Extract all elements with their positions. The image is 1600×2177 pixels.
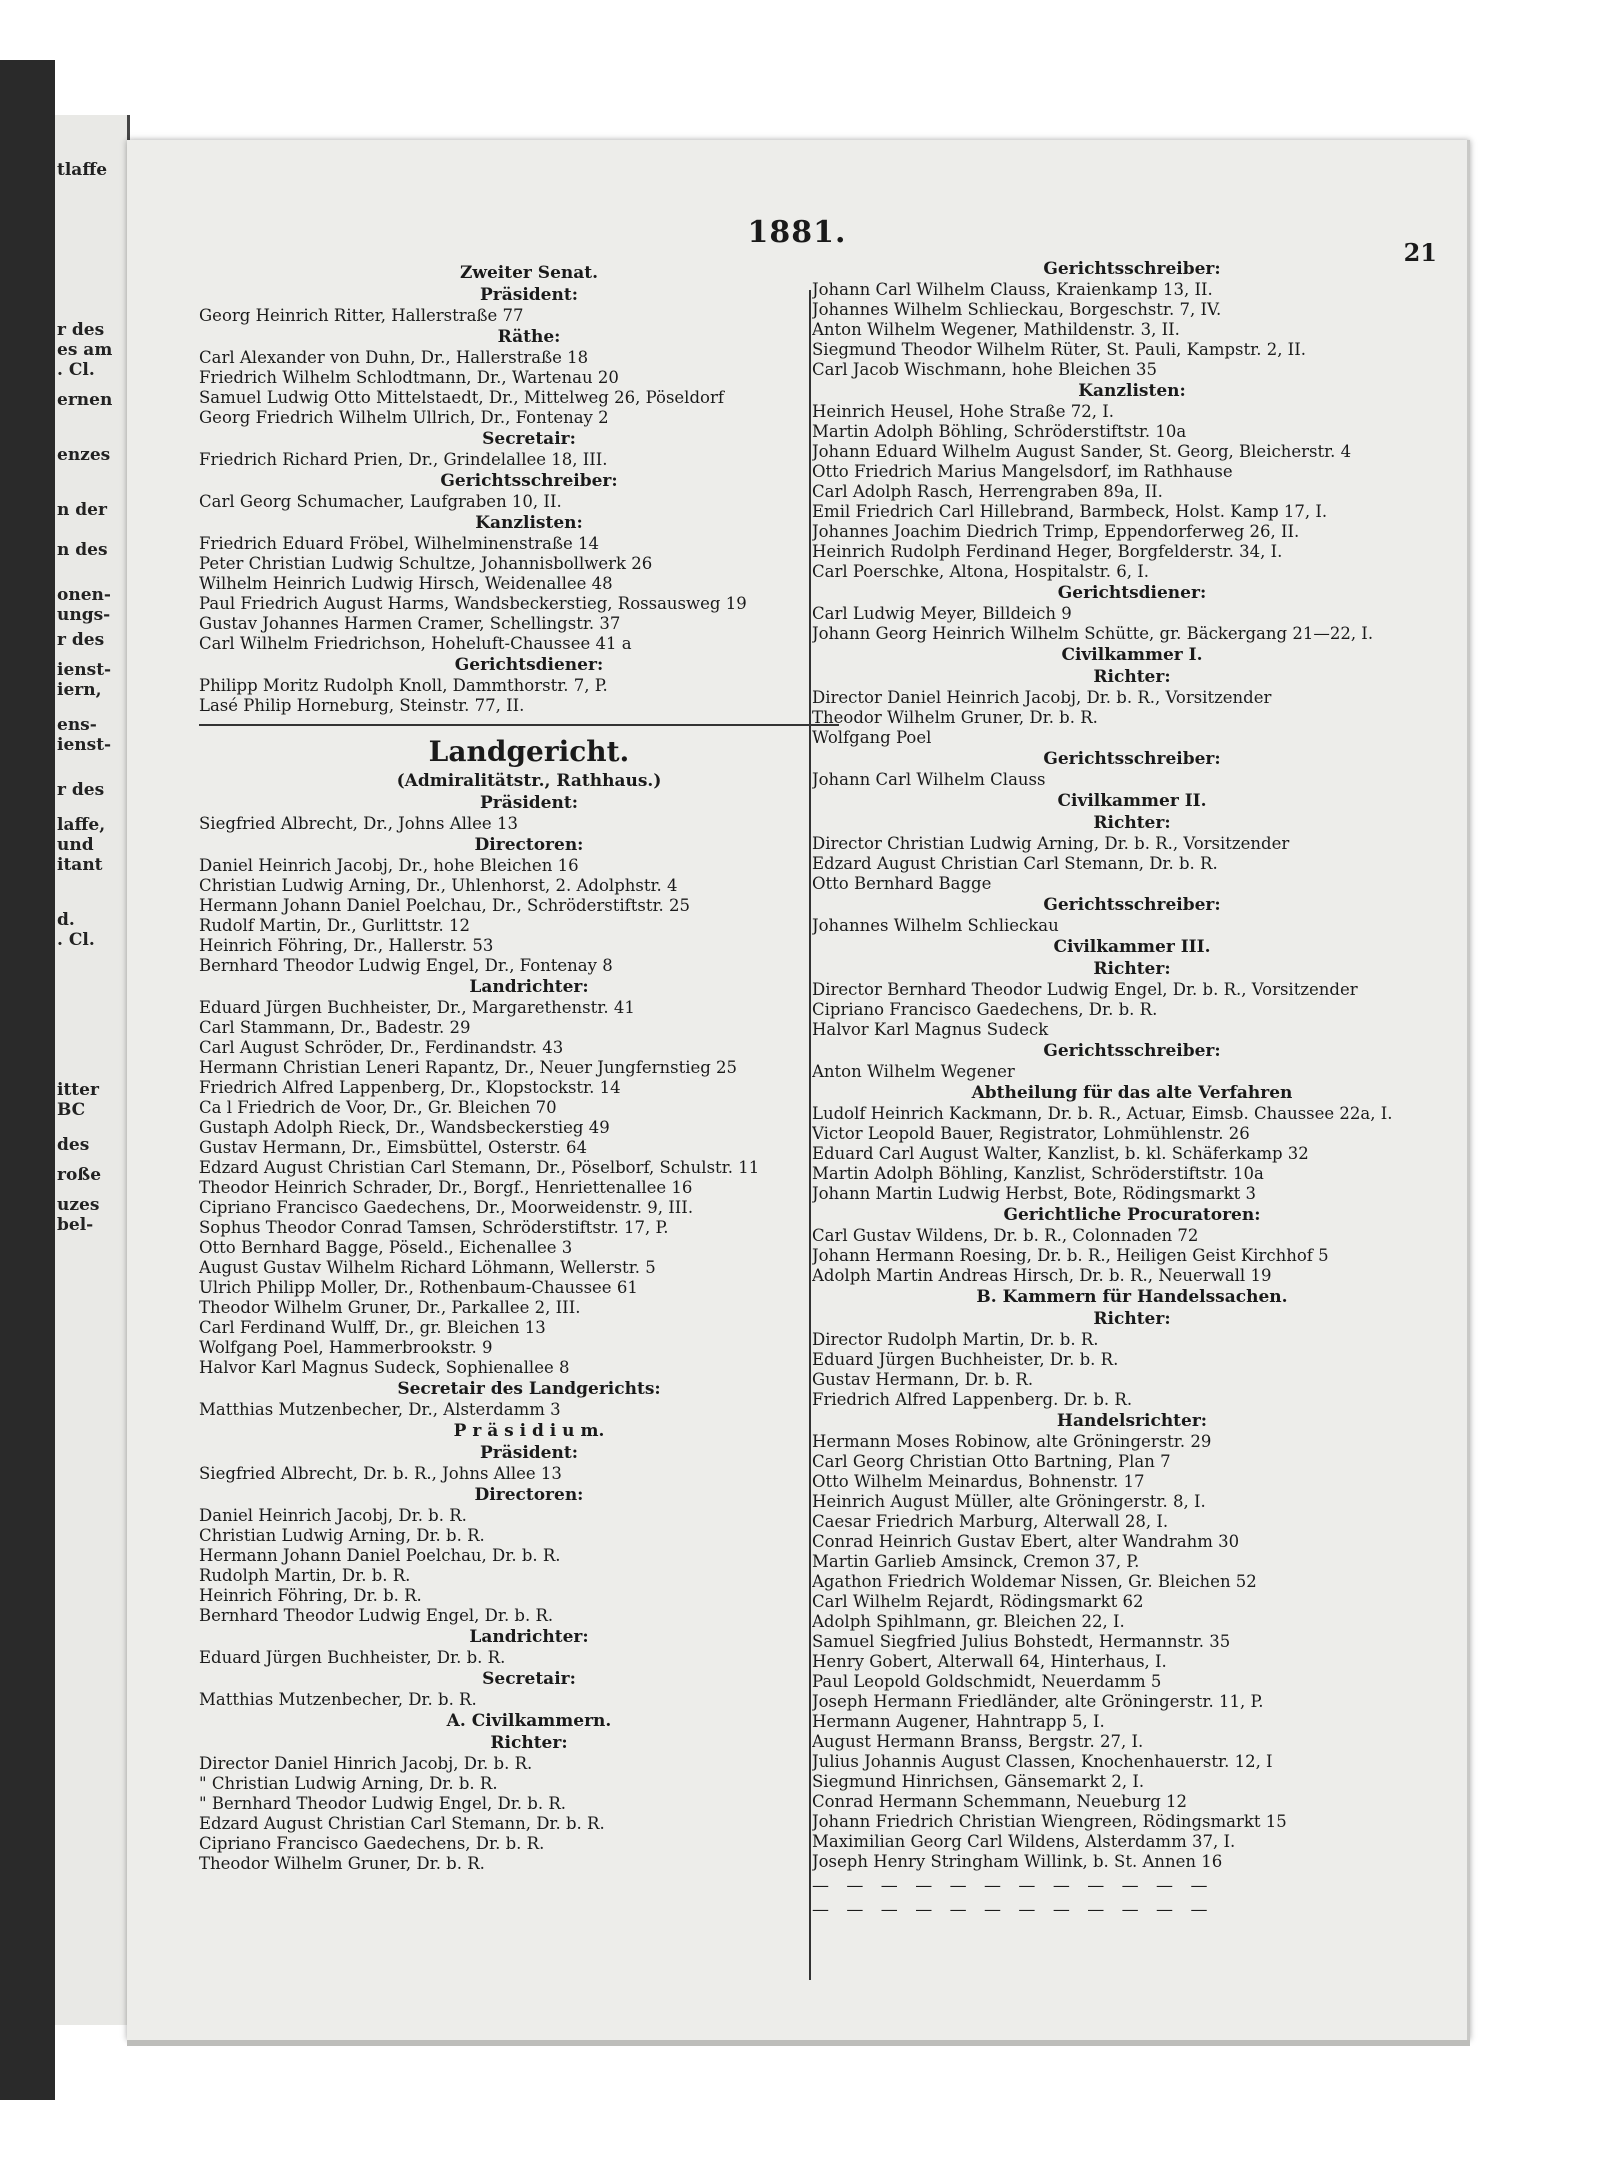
list-item: Peter Christian Ludwig Schultze, Johannisbollwerk 26 xyxy=(199,554,653,573)
list-item: " Bernhard Theodor Ludwig Engel, Dr. b. R. xyxy=(199,1794,566,1813)
left-page-text: des xyxy=(57,1135,90,1155)
list-item: Georg Heinrich Ritter, Hallerstraße 77 xyxy=(199,306,524,325)
list-item: Matthias Mutzenbecher, Dr., Alsterdamm 3 xyxy=(199,1400,561,1419)
section-rule xyxy=(199,724,839,726)
list-item: August Hermann Branss, Bergstr. 27, I. xyxy=(812,1732,1144,1751)
list-item: Ludolf Heinrich Kackmann, Dr. b. R., Actuar, Eimsb. Chaussee 22a, I. xyxy=(812,1104,1393,1123)
list-item: Conrad Heinrich Gustav Ebert, alter Wandrahm 30 xyxy=(812,1532,1240,1551)
page-year: 1881. xyxy=(747,215,847,250)
list-item: Hermann Johann Daniel Poelchau, Dr., Schröderstiftstr. 25 xyxy=(199,896,691,915)
section-heading: Gerichtsdiener: xyxy=(1057,583,1207,603)
list-item: Caesar Friedrich Marburg, Alterwall 28, I. xyxy=(812,1512,1169,1531)
list-item: Friedrich Alfred Lappenberg, Dr., Klopstockstr. 14 xyxy=(199,1078,621,1097)
list-item: Heinrich Föhring, Dr. b. R. xyxy=(199,1586,422,1605)
list-item: Johann Martin Ludwig Herbst, Bote, Rödingsmarkt 3 xyxy=(812,1184,1256,1203)
section-heading: Gerichtsschreiber: xyxy=(1043,895,1221,915)
section-heading: Richter: xyxy=(1093,813,1171,833)
list-item: Theodor Wilhelm Gruner, Dr. b. R. xyxy=(812,708,1098,727)
section-heading: Abtheilung für das alte Verfahren xyxy=(971,1083,1293,1103)
left-page-fragment xyxy=(55,115,130,2025)
page-edge-shadow xyxy=(127,2040,1470,2046)
list-item: Carl Stammann, Dr., Badestr. 29 xyxy=(199,1018,471,1037)
list-item: Director Daniel Heinrich Jacobj, Dr. b. R., Vorsitzender xyxy=(812,688,1272,707)
section-heading: Präsident: xyxy=(480,1443,578,1463)
list-item: Johann Friedrich Christian Wiengreen, Rödingsmarkt 15 xyxy=(812,1812,1287,1831)
list-item: Cipriano Francisco Gaedechens, Dr. b. R. xyxy=(199,1834,545,1853)
list-item: Daniel Heinrich Jacobj, Dr. b. R. xyxy=(199,1506,467,1525)
list-item: Philipp Moritz Rudolph Knoll, Dammthorstr. 7, P. xyxy=(199,676,608,695)
list-item: Bernhard Theodor Ludwig Engel, Dr., Fontenay 8 xyxy=(199,956,613,975)
section-heading: Civilkammer II. xyxy=(1057,791,1207,811)
section-heading: Gerichtsdiener: xyxy=(454,655,604,675)
section-heading: Richter: xyxy=(1093,667,1171,687)
right-column xyxy=(812,258,1452,1920)
list-item: Theodor Heinrich Schrader, Dr., Borgf., Henriettenallee 16 xyxy=(199,1178,693,1197)
list-item: Christian Ludwig Arning, Dr. b. R. xyxy=(199,1526,485,1545)
list-item: Otto Wilhelm Meinardus, Bohnenstr. 17 xyxy=(812,1472,1145,1491)
list-item: Bernhard Theodor Ludwig Engel, Dr. b. R. xyxy=(199,1606,554,1625)
list-item: Carl Adolph Rasch, Herrengraben 89a, II. xyxy=(812,482,1163,501)
section-heading: Kanzlisten: xyxy=(1078,381,1186,401)
list-item: Carl Gustav Wildens, Dr. b. R., Colonnaden 72 xyxy=(812,1226,1199,1245)
list-item: Edzard August Christian Carl Stemann, Dr., Pöselborf, Schulstr. 11 xyxy=(199,1158,760,1177)
left-page-text: onen- xyxy=(57,585,111,605)
list-item: Wolfgang Poel xyxy=(812,728,932,747)
list-item: Martin Adolph Böhling, Schröderstiftstr. 10a xyxy=(812,422,1187,441)
list-item: Director Daniel Hinrich Jacobj, Dr. b. R. xyxy=(199,1754,533,1773)
section-heading: A. Civilkammern. xyxy=(446,1711,612,1731)
left-column xyxy=(199,262,859,1874)
list-item: Gustav Johannes Harmen Cramer, Schellingstr. 37 xyxy=(199,614,621,633)
column-divider xyxy=(809,290,811,1980)
list-item: Hermann Moses Robinow, alte Gröningerstr. 29 xyxy=(812,1432,1212,1451)
list-item: Carl August Schröder, Dr., Ferdinandstr. 43 xyxy=(199,1038,564,1057)
list-item: Edzard August Christian Carl Stemann, Dr. b. R. xyxy=(812,854,1218,873)
list-item: Paul Friedrich August Harms, Wandsbeckerstieg, Rossausweg 19 xyxy=(199,594,747,613)
list-item: Joseph Hermann Friedländer, alte Gröningerstr. 11, P. xyxy=(812,1692,1264,1711)
list-item: Paul Leopold Goldschmidt, Neuerdamm 5 xyxy=(812,1672,1162,1691)
list-item: Maximilian Georg Carl Wildens, Alsterdamm 37, I. xyxy=(812,1832,1236,1851)
list-item: Martin Garlieb Amsinck, Cremon 37, P. xyxy=(812,1552,1140,1571)
left-page-text: . Cl. xyxy=(57,360,95,380)
section-heading: Präsident: xyxy=(480,285,578,305)
list-item: Samuel Siegfried Julius Bohstedt, Hermannstr. 35 xyxy=(812,1632,1231,1651)
section-heading: Zweiter Senat. xyxy=(459,263,599,283)
left-page-text: tlaffe xyxy=(57,160,108,180)
left-page-text: BC xyxy=(57,1100,86,1120)
list-item: Halvor Karl Magnus Sudeck, Sophienallee 8 xyxy=(199,1358,570,1377)
list-item: Heinrich Heusel, Hohe Straße 72, I. xyxy=(812,402,1115,421)
list-item: Johann Eduard Wilhelm August Sander, St. Georg, Bleicherstr. 4 xyxy=(812,442,1352,461)
list-item: Cipriano Francisco Gaedechens, Dr., Moorweidenstr. 9, III. xyxy=(199,1198,694,1217)
list-item: Hermann Augener, Hahntrapp 5, I. xyxy=(812,1712,1105,1731)
list-item: Carl Wilhelm Rejardt, Rödingsmarkt 62 xyxy=(812,1592,1144,1611)
list-item: Cipriano Francisco Gaedechens, Dr. b. R. xyxy=(812,1000,1158,1019)
list-item: Henry Gobert, Alterwall 64, Hinterhaus, I. xyxy=(812,1652,1167,1671)
section-heading: Gerichtsschreiber: xyxy=(1043,259,1221,279)
list-item: Georg Friedrich Wilhelm Ullrich, Dr., Fontenay 2 xyxy=(199,408,609,427)
list-item: Joseph Henry Stringham Willink, b. St. Annen 16 xyxy=(812,1852,1223,1871)
list-item: Johannes Wilhelm Schlieckau xyxy=(812,916,1059,935)
left-page-text: itant xyxy=(57,855,103,875)
list-item: Adolph Spihlmann, gr. Bleichen 22, I. xyxy=(812,1612,1125,1631)
page-number: 21 xyxy=(1403,238,1437,267)
list-item: Edzard August Christian Carl Stemann, Dr. b. R. xyxy=(199,1814,605,1833)
list-item: Samuel Ludwig Otto Mittelstaedt, Dr., Mittelweg 26, Pöseldorf xyxy=(199,388,724,407)
left-page-text: und xyxy=(57,835,94,855)
section-heading: Gerichtsschreiber: xyxy=(1043,749,1221,769)
list-item: Daniel Heinrich Jacobj, Dr., hohe Bleichen 16 xyxy=(199,856,579,875)
left-page-text: ienst- xyxy=(57,735,112,755)
section-heading: Secretair des Landgerichts: xyxy=(397,1379,661,1399)
section-heading: Landrichter: xyxy=(469,1627,589,1647)
list-item: Johannes Wilhelm Schlieckau, Borgeschstr. 7, IV. xyxy=(812,300,1222,319)
list-item: Carl Georg Christian Otto Bartning, Plan 7 xyxy=(812,1452,1171,1471)
left-page-text: ens- xyxy=(57,715,97,735)
left-page-text: bel- xyxy=(57,1215,94,1235)
section-heading: Directoren: xyxy=(474,1485,584,1505)
list-item: Halvor Karl Magnus Sudeck xyxy=(812,1020,1049,1039)
list-item: Johann Carl Wilhelm Clauss xyxy=(812,770,1046,789)
section-heading: Gerichtsschreiber: xyxy=(1043,1041,1221,1061)
section-heading: Gerichtliche Procuratoren: xyxy=(1003,1205,1261,1225)
section-heading: Präsident: xyxy=(480,793,578,813)
list-item: Martin Adolph Böhling, Kanzlist, Schröderstiftstr. 10a xyxy=(812,1164,1264,1183)
list-item: Director Christian Ludwig Arning, Dr. b. R., Vorsitzender xyxy=(812,834,1290,853)
left-page-text: . Cl. xyxy=(57,930,95,950)
list-item: Carl Georg Schumacher, Laufgraben 10, II. xyxy=(199,492,562,511)
list-item: Siegfried Albrecht, Dr. b. R., Johns Allee 13 xyxy=(199,1464,562,1483)
left-page-text: es am xyxy=(57,340,113,360)
list-item: Wolfgang Poel, Hammerbrookstr. 9 xyxy=(199,1338,493,1357)
list-item: Conrad Hermann Schemmann, Neueburg 12 xyxy=(812,1792,1188,1811)
section-heading: Civilkammer I. xyxy=(1061,645,1203,665)
list-item: Siegmund Hinrichsen, Gänsemarkt 2, I. xyxy=(812,1772,1145,1791)
list-item: Heinrich Rudolph Ferdinand Heger, Borgfelderstr. 34, I. xyxy=(812,542,1283,561)
list-item: Carl Jacob Wischmann, hohe Bleichen 35 xyxy=(812,360,1157,379)
list-item: Friedrich Eduard Fröbel, Wilhelminenstraße 14 xyxy=(199,534,600,553)
list-item: Anton Wilhelm Wegener, Mathildenstr. 3, II. xyxy=(812,320,1180,339)
left-page-text: n der xyxy=(57,500,107,520)
list-item: Heinrich August Müller, alte Gröningerstr. 8, I. xyxy=(812,1492,1206,1511)
left-page-text: r des xyxy=(57,320,105,340)
list-item: Julius Johannis August Classen, Knochenhauerstr. 12, I xyxy=(812,1752,1273,1771)
left-page-text: d. xyxy=(57,910,75,930)
list-item: Friedrich Alfred Lappenberg. Dr. b. R. xyxy=(812,1390,1133,1409)
list-item: Carl Alexander von Duhn, Dr., Hallerstraße 18 xyxy=(199,348,589,367)
section-heading: Secretair: xyxy=(482,1669,576,1689)
list-item: Lasé Philip Horneburg, Steinstr. 77, II. xyxy=(199,696,525,715)
list-item: Carl Ferdinand Wulff, Dr., gr. Bleichen 13 xyxy=(199,1318,546,1337)
list-item: Johannes Joachim Diedrich Trimp, Eppendorferweg 26, II. xyxy=(812,522,1300,541)
list-item: Director Bernhard Theodor Ludwig Engel, Dr. b. R., Vorsitzender xyxy=(812,980,1358,999)
left-page-text: n des xyxy=(57,540,108,560)
list-item: Johann Hermann Roesing, Dr. b. R., Heiligen Geist Kirchhof 5 xyxy=(812,1246,1329,1265)
left-page-text: ernen xyxy=(57,390,113,410)
list-item: Johann Carl Wilhelm Clauss, Kraienkamp 13, II. xyxy=(812,280,1213,299)
list-item: Eduard Jürgen Buchheister, Dr. b. R. xyxy=(812,1350,1119,1369)
left-page-text: r des xyxy=(57,630,105,650)
list-item: Adolph Martin Andreas Hirsch, Dr. b. R., Neuerwall 19 xyxy=(812,1266,1272,1285)
list-item: Carl Wilhelm Friedrichson, Hoheluft-Chaussee 41 a xyxy=(199,634,632,653)
list-item: Eduard Carl August Walter, Kanzlist, b. kl. Schäferkamp 32 xyxy=(812,1144,1309,1163)
section-heading: Handelsrichter: xyxy=(1056,1411,1208,1431)
left-page-text: uzes xyxy=(57,1195,100,1215)
list-item: Hermann Christian Leneri Rapantz, Dr., Neuer Jungfernstieg 25 xyxy=(199,1058,738,1077)
section-heading: Richter: xyxy=(1093,959,1171,979)
list-item: Emil Friedrich Carl Hillebrand, Barmbeck, Holst. Kamp 17, I. xyxy=(812,502,1328,521)
list-item: Director Rudolph Martin, Dr. b. R. xyxy=(812,1330,1099,1349)
list-item: Johann Georg Heinrich Wilhelm Schütte, gr. Bäckergang 21—22, I. xyxy=(812,624,1374,643)
dash-line: — — — — — — — — — — — — xyxy=(812,1876,1214,1896)
list-item: Siegmund Theodor Wilhelm Rüter, St. Pauli, Kampstr. 2, II. xyxy=(812,340,1306,359)
left-page-text: r des xyxy=(57,780,105,800)
list-item: Rudolf Martin, Dr., Gurlittstr. 12 xyxy=(199,916,471,935)
list-item: Victor Leopold Bauer, Registrator, Lohmühlenstr. 26 xyxy=(812,1124,1250,1143)
list-item: Agathon Friedrich Woldemar Nissen, Gr. Bleichen 52 xyxy=(812,1572,1257,1591)
list-item: Gustav Hermann, Dr., Eimsbüttel, Osterstr. 64 xyxy=(199,1138,587,1157)
binding-shadow xyxy=(0,60,55,2100)
section-heading: Richter: xyxy=(490,1733,568,1753)
list-item: Theodor Wilhelm Gruner, Dr. b. R. xyxy=(199,1854,485,1873)
section-heading: B. Kammern für Handelssachen. xyxy=(976,1287,1288,1307)
list-item: Theodor Wilhelm Gruner, Dr., Parkallee 2, III. xyxy=(199,1298,581,1317)
left-page-text: roße xyxy=(57,1165,102,1185)
section-heading: Secretair: xyxy=(482,429,576,449)
list-item: Gustaph Adolph Rieck, Dr., Wandsbeckerstieg 49 xyxy=(199,1118,610,1137)
list-item: Friedrich Wilhelm Schlodtmann, Dr., Wartenau 20 xyxy=(199,368,619,387)
list-item: Otto Friedrich Marius Mangelsdorf, im Rathhause xyxy=(812,462,1233,481)
left-page-text: itter xyxy=(57,1080,99,1100)
list-item: Rudolph Martin, Dr. b. R. xyxy=(199,1566,411,1585)
dash-line: — — — — — — — — — — — — xyxy=(812,1900,1214,1920)
list-item: Christian Ludwig Arning, Dr., Uhlenhorst, 2. Adolphstr. 4 xyxy=(199,876,678,895)
section-heading: Kanzlisten: xyxy=(475,513,583,533)
list-item: August Gustav Wilhelm Richard Löhmann, Wellerstr. 5 xyxy=(199,1258,656,1277)
left-page-text: laffe, xyxy=(57,815,106,835)
list-item: Ulrich Philipp Moller, Dr., Rothenbaum-Chaussee 61 xyxy=(199,1278,638,1297)
court-address: (Admiralitätstr., Rathhaus.) xyxy=(396,771,662,791)
list-item: Sophus Theodor Conrad Tamsen, Schröderstiftstr. 17, P. xyxy=(199,1218,669,1237)
left-page-text: enzes xyxy=(57,445,111,465)
document-page xyxy=(127,140,1470,2040)
list-item: Matthias Mutzenbecher, Dr. b. R. xyxy=(199,1690,477,1709)
section-heading: P r ä s i d i u m. xyxy=(453,1421,605,1441)
section-heading: Civilkammer III. xyxy=(1053,937,1211,957)
list-item: Eduard Jürgen Buchheister, Dr. b. R. xyxy=(199,1648,506,1667)
section-heading: Gerichtsschreiber: xyxy=(440,471,618,491)
section-heading: Räthe: xyxy=(497,327,561,347)
list-item: Hermann Johann Daniel Poelchau, Dr. b. R. xyxy=(199,1546,561,1565)
list-item: Wilhelm Heinrich Ludwig Hirsch, Weidenallee 48 xyxy=(199,574,613,593)
list-item: Carl Ludwig Meyer, Billdeich 9 xyxy=(812,604,1072,623)
section-heading: Landrichter: xyxy=(469,977,589,997)
section-heading: Richter: xyxy=(1093,1309,1171,1329)
list-item: Gustav Hermann, Dr. b. R. xyxy=(812,1370,1034,1389)
list-item: Otto Bernhard Bagge xyxy=(812,874,992,893)
list-item: " Christian Ludwig Arning, Dr. b. R. xyxy=(199,1774,498,1793)
list-item: Otto Bernhard Bagge, Pöseld., Eichenallee 3 xyxy=(199,1238,573,1257)
list-item: Anton Wilhelm Wegener xyxy=(812,1062,1015,1081)
list-item: Heinrich Föhring, Dr., Hallerstr. 53 xyxy=(199,936,494,955)
court-title: Landgericht. xyxy=(428,735,630,768)
list-item: Ca l Friedrich de Voor, Dr., Gr. Bleichen 70 xyxy=(199,1098,557,1117)
section-heading: Directoren: xyxy=(474,835,584,855)
list-item: Friedrich Richard Prien, Dr., Grindelallee 18, III. xyxy=(199,450,608,469)
list-item: Carl Poerschke, Altona, Hospitalstr. 6, I. xyxy=(812,562,1149,581)
list-item: Siegfried Albrecht, Dr., Johns Allee 13 xyxy=(199,814,518,833)
left-page-text: ienst- xyxy=(57,660,112,680)
left-page-text: ungs- xyxy=(57,605,111,625)
list-item: Eduard Jürgen Buchheister, Dr., Margarethenstr. 41 xyxy=(199,998,635,1017)
left-page-text: iern, xyxy=(57,680,102,700)
